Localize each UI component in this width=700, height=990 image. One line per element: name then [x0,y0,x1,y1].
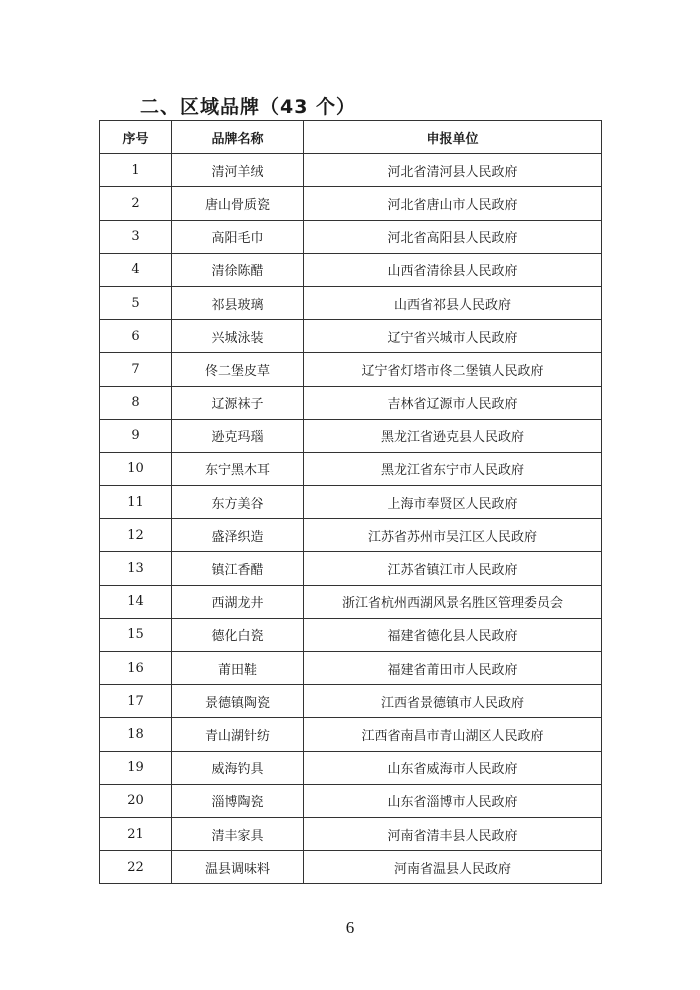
column-header-unit: 申报单位 [304,121,602,154]
cell-applicant-unit: 河南省温县人民政府 [304,851,602,884]
table-row [100,784,602,817]
table-row [100,585,602,618]
cell-number: 12 [100,519,172,552]
table-row [100,286,602,319]
table-row [100,386,602,419]
cell-brand-name: 东方美谷 [172,486,304,519]
cell-number: 4 [100,253,172,286]
cell-brand-name: 德化白瓷 [172,618,304,651]
cell-number: 11 [100,486,172,519]
cell-brand-name: 清徐陈醋 [172,253,304,286]
table-row [100,253,602,286]
cell-number: 10 [100,452,172,485]
table-row [100,519,602,552]
cell-number: 3 [100,220,172,253]
table-row [100,452,602,485]
table-row [100,187,602,220]
cell-brand-name: 佟二堡皮草 [172,353,304,386]
cell-brand-name: 高阳毛巾 [172,220,304,253]
cell-number: 14 [100,585,172,618]
cell-number: 5 [100,286,172,319]
cell-brand-name: 镇江香醋 [172,552,304,585]
cell-applicant-unit: 山东省淄博市人民政府 [304,784,602,817]
cell-number: 15 [100,618,172,651]
cell-brand-name: 东宁黑木耳 [172,452,304,485]
cell-number: 18 [100,718,172,751]
cell-applicant-unit: 河北省唐山市人民政府 [304,187,602,220]
cell-number: 8 [100,386,172,419]
cell-number: 17 [100,685,172,718]
cell-brand-name: 兴城泳装 [172,320,304,353]
table-row [100,486,602,519]
cell-applicant-unit: 江西省南昌市青山湖区人民政府 [304,718,602,751]
table-row [100,552,602,585]
table-row [100,220,602,253]
column-header-brand: 品牌名称 [172,121,304,154]
table-row [100,751,602,784]
cell-number: 1 [100,154,172,187]
cell-applicant-unit: 黑龙江省逊克县人民政府 [304,419,602,452]
cell-number: 6 [100,320,172,353]
cell-applicant-unit: 河北省高阳县人民政府 [304,220,602,253]
table-row [100,685,602,718]
cell-number: 16 [100,652,172,685]
column-header-number: 序号 [100,121,172,154]
table-row [100,419,602,452]
cell-applicant-unit: 黑龙江省东宁市人民政府 [304,452,602,485]
cell-brand-name: 唐山骨质瓷 [172,187,304,220]
cell-applicant-unit: 吉林省辽源市人民政府 [304,386,602,419]
cell-number: 19 [100,751,172,784]
table-row [100,618,602,651]
cell-applicant-unit: 山西省祁县人民政府 [304,286,602,319]
cell-brand-name: 清丰家具 [172,817,304,850]
table-row [100,652,602,685]
cell-number: 7 [100,353,172,386]
cell-brand-name: 威海钓具 [172,751,304,784]
table-row [100,817,602,850]
regional-brands-table [99,120,602,884]
cell-number: 2 [100,187,172,220]
cell-applicant-unit: 河北省清河县人民政府 [304,154,602,187]
cell-number: 9 [100,419,172,452]
cell-number: 21 [100,817,172,850]
cell-applicant-unit: 江苏省苏州市吴江区人民政府 [304,519,602,552]
cell-brand-name: 逊克玛瑙 [172,419,304,452]
table-row [100,154,602,187]
table-row [100,320,602,353]
cell-brand-name: 盛泽织造 [172,519,304,552]
cell-brand-name: 清河羊绒 [172,154,304,187]
table-row [100,851,602,884]
cell-number: 22 [100,851,172,884]
cell-brand-name: 辽源袜子 [172,386,304,419]
cell-applicant-unit: 山西省清徐县人民政府 [304,253,602,286]
cell-number: 20 [100,784,172,817]
cell-brand-name: 淄博陶瓷 [172,784,304,817]
cell-applicant-unit: 江苏省镇江市人民政府 [304,552,602,585]
cell-number: 13 [100,552,172,585]
table-header-row [100,121,602,154]
cell-applicant-unit: 上海市奉贤区人民政府 [304,486,602,519]
page-number: 6 [345,918,355,937]
cell-brand-name: 青山湖针纺 [172,718,304,751]
cell-applicant-unit: 福建省德化县人民政府 [304,618,602,651]
cell-applicant-unit: 山东省威海市人民政府 [304,751,602,784]
section-heading: 二、区域品牌（43 个） [140,96,357,118]
cell-brand-name: 西湖龙井 [172,585,304,618]
cell-applicant-unit: 河南省清丰县人民政府 [304,817,602,850]
cell-applicant-unit: 福建省莆田市人民政府 [304,652,602,685]
cell-applicant-unit: 浙江省杭州西湖风景名胜区管理委员会 [304,585,602,618]
table-row [100,353,602,386]
cell-brand-name: 景德镇陶瓷 [172,685,304,718]
cell-applicant-unit: 辽宁省灯塔市佟二堡镇人民政府 [304,353,602,386]
cell-applicant-unit: 江西省景德镇市人民政府 [304,685,602,718]
cell-brand-name: 莆田鞋 [172,652,304,685]
cell-brand-name: 祁县玻璃 [172,286,304,319]
cell-brand-name: 温县调味料 [172,851,304,884]
table-row [100,718,602,751]
cell-applicant-unit: 辽宁省兴城市人民政府 [304,320,602,353]
